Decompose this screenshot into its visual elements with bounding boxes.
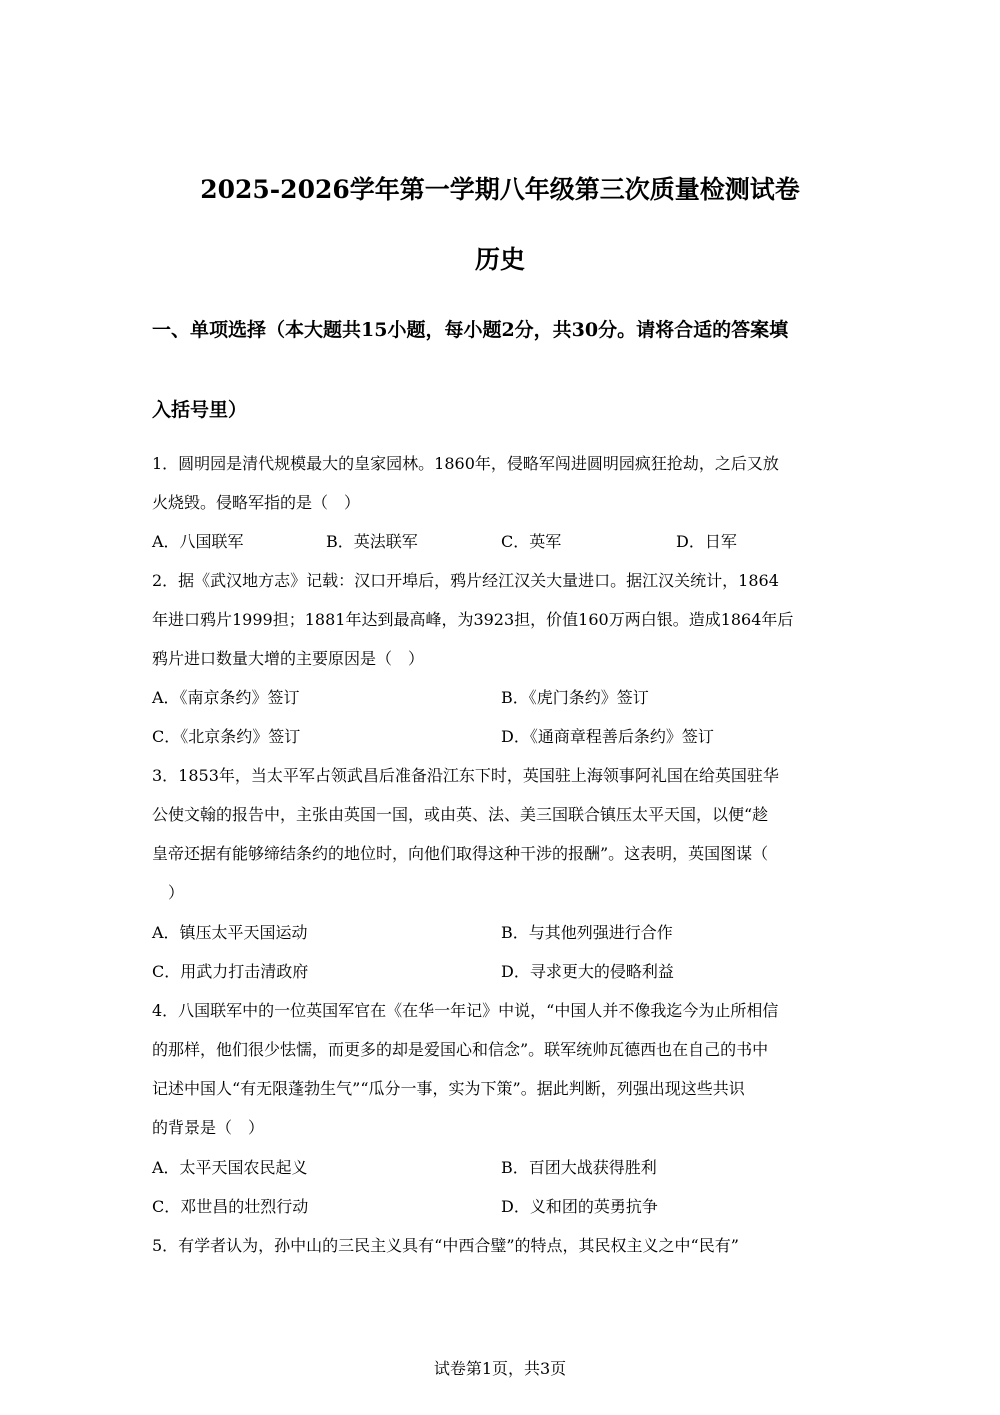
- question-4-option-c: C．邓世昌的壮烈行动: [152, 1197, 309, 1216]
- question-2-option-d: D．《通商章程善后条约》签订: [501, 727, 714, 746]
- question-1-option-b: B．英法联军: [326, 532, 418, 551]
- question-4-option-b: B．百团大战获得胜利: [501, 1158, 657, 1177]
- question-4-line-2: 的那样，他们很少怯懦，而更多的却是爱国心和信念”。联军统帅瓦德西也在自己的书中: [152, 1040, 769, 1059]
- question-2-line-2: 年进口鸦片1999担；1881年达到最高峰，为3923担，价值160万两白银。造成1864年后: [152, 610, 794, 629]
- question-1-option-d: D．日军: [676, 532, 737, 551]
- question-5-line-1: 5．有学者认为，孙中山的三民主义具有“中西合璧”的特点，其民权主义之中“民有”: [152, 1236, 739, 1255]
- subject-title: 历史: [474, 245, 525, 274]
- question-4-line-1: 4．八国联军中的一位英国军官在《在华一年记》中说，“中国人并不像我迄今为止所相信: [152, 1001, 779, 1020]
- question-2-option-c: C．《北京条约》签订: [152, 727, 301, 746]
- question-1-line-1: 1．圆明园是清代规模最大的皇家园林。1860年，侵略军闯进圆明园疯狂抢劫，之后又放: [152, 454, 779, 473]
- question-1-line-2: 火烧毁。侵略军指的是（ ）: [152, 493, 361, 512]
- question-3-option-d: D．寻求更大的侵略利益: [501, 962, 674, 981]
- question-3-line-1: 3．1853年，当太平军占领武昌后准备沿江东下时，英国驻上海领事阿礼国在给英国驻华: [152, 766, 779, 785]
- question-1-option-a: A．八国联军: [152, 532, 244, 551]
- question-2-line-1: 2．据《武汉地方志》记载：汉口开埠后，鸦片经江汉关大量进口。据江汉关统计，1864: [152, 571, 779, 590]
- section-heading-line2: 入括号里）: [152, 399, 248, 421]
- question-1-option-c: C．英军: [501, 532, 562, 551]
- question-4-option-a: A．太平天国农民起义: [152, 1158, 308, 1177]
- question-3-option-a: A．镇压太平天国运动: [152, 923, 308, 942]
- question-3-line-4: ）: [152, 883, 185, 902]
- question-4-line-4: 的背景是（ ）: [152, 1118, 265, 1137]
- question-3-option-b: B．与其他列强进行合作: [501, 923, 673, 942]
- question-2-option-b: B．《虎门条约》签订: [501, 688, 649, 707]
- question-4-line-3: 记述中国人“有无限蓬勃生气”“瓜分一事，实为下策”。据此判断，列强出现这些共识: [152, 1079, 745, 1098]
- question-2-line-3: 鸦片进口数量大增的主要原因是（ ）: [152, 649, 425, 668]
- question-3-line-2: 公使文翰的报告中，主张由英国一国，或由英、法、美三国联合镇压太平天国，以便“趁: [152, 805, 769, 824]
- page-footer: 试卷第1页，共3页: [433, 1359, 567, 1378]
- question-2-option-a: A．《南京条约》签订: [152, 688, 300, 707]
- section-heading-line1: 一、单项选择（本大题共15小题，每小题2分，共30分。请将合适的答案填: [152, 319, 789, 341]
- question-3-line-3: 皇帝还据有能够缔结条约的地位时，向他们取得这种干涉的报酬”。这表明，英国图谋（: [152, 844, 769, 863]
- question-4-option-d: D．义和团的英勇抗争: [501, 1197, 658, 1216]
- question-3-option-c: C．用武力打击清政府: [152, 962, 309, 981]
- exam-title: 2025-2026学年第一学期八年级第三次质量检测试卷: [200, 175, 800, 204]
